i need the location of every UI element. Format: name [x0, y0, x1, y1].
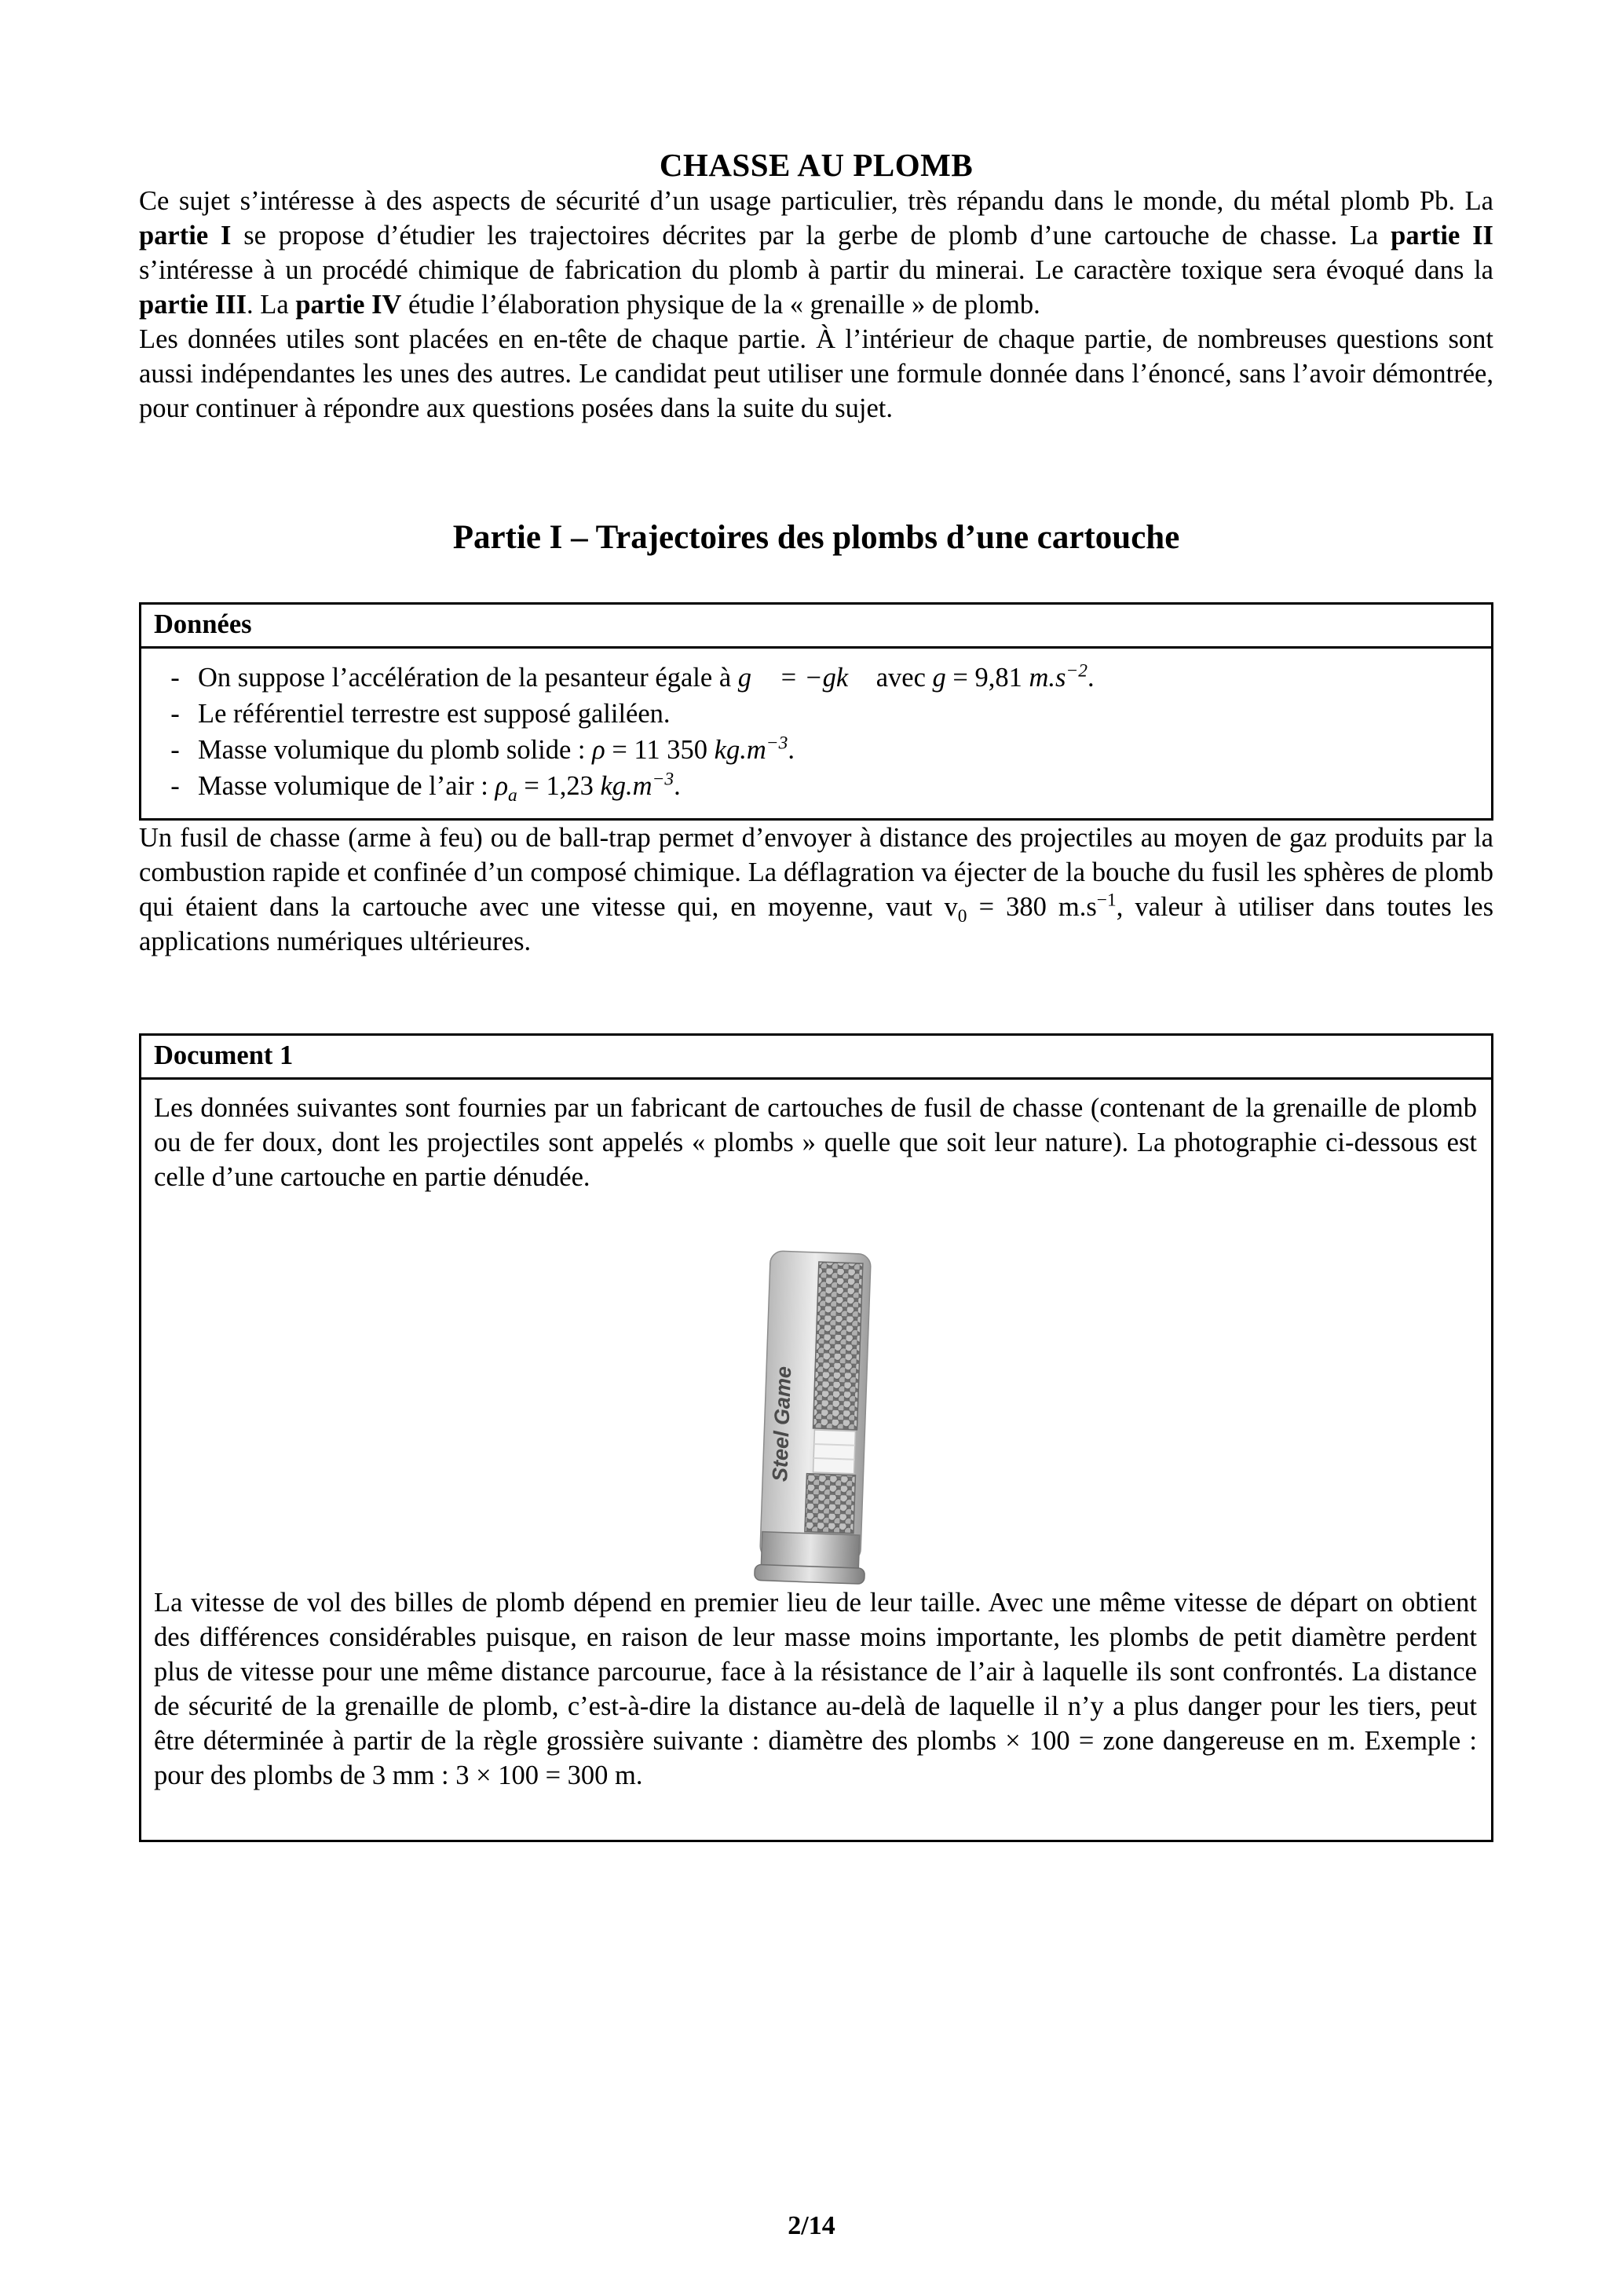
document1-paragraph-1: Les données suivantes sont fournies par un fabricant de cartouches de fusil de chasse (contenant de la grenaille de plomb ou de fer doux, dont les projectiles sont appelés « plombs » quelle que soit leur nature). La photographie ci-dessous est celle d’une cartouche en partie dénudée.: [154, 1093, 1477, 1192]
donnees-box-header: Données: [141, 605, 1491, 649]
document1-paragraph-2: La vitesse de vol des billes de plomb dépend en premier lieu de leur taille. Avec une même vitesse de départ on obtient des différences considérables puisque, en raison de leur masse moins importante, les plombs de petit diamètre perdent plus de vitesse pour une même distance parcourue, face à la résistance de l’air à laquelle ils sont confrontés. La distance de sécurité de la grenaille de plomb, c’est-à-dire la distance au-delà de laquelle il n’y a plus danger pour les tiers, peut être déterminée à partir de la règle grossière suivante : diamètre des plombs × 100 = zone dangereuse en m. Exemple : pour des plombs de 3 mm : 3 × 100 = 300 m.: [154, 1588, 1477, 1790]
cartridge-figure: [154, 1249, 1477, 1585]
donnees-item: [152, 732, 1477, 768]
dash-bullet: -: [170, 735, 180, 765]
cartridge-photo: [744, 1249, 887, 1585]
cartridge-rim: [754, 1564, 865, 1584]
dash-bullet: -: [170, 699, 180, 729]
document1-box: [139, 1033, 1493, 1842]
donnees-item-text: Masse volumique du plomb solide : ρ = 11 350 $kg.m^{-3}$.: [198, 733, 795, 765]
donnees-item-text: Le référentiel terrestre est supposé galiléen.: [198, 699, 671, 729]
pellets-lower: [804, 1474, 855, 1534]
page-content: [139, 0, 1493, 1842]
page-number: 2/14: [788, 2211, 835, 2240]
pellets-upper: [813, 1262, 862, 1430]
document1-box-header: Document 1: [141, 1036, 1491, 1080]
fusil-paragraph: Un fusil de chasse (arme à feu) ou de ball-trap permet d’envoyer à distance des projectiles au moyen de gaz produits par la combustion rapide et confinée d’un composé chimique. La déflagration va éjecter de la bouche du fusil les sphères de plomb qui étaient dans la cartouche avec une vitesse qui, en moyenne, vaut $v_0 = 380$ $m.s^{-1}$, valeur à utiliser dans toutes les applications numériques ultérieures.: [139, 823, 1493, 956]
part1-heading: Partie I – Trajectoires des plombs d’une cartouche: [452, 519, 1180, 556]
dash-bullet: -: [170, 663, 180, 693]
donnees-item: [152, 660, 1477, 696]
donnees-item: [152, 696, 1477, 732]
intro-paragraph-2: Les données utiles sont placées en en-tête de chaque partie. À l’intérieur de chaque partie, de nombreuses questions sont aussi indépendantes les unes des autres. Le candidat peut utiliser une formule donnée dans l’énoncé, sans l’avoir démontrée, pour continuer à répondre aux questions posées dans la suite du sujet.: [139, 324, 1493, 423]
document1-body: [141, 1080, 1491, 1840]
intro-paragraph-1: Ce sujet s’intéresse à des aspects de sécurité d’un usage particulier, très répandu dans le monde, du métal plomb Pb. La partie I se propose d’étudier les trajectoires décrites par la gerbe de plomb d’une cartouche de chasse. La partie II s’intéresse à un procédé chimique de fabrication du plomb à partir du minerai. Le caractère toxique sera évoqué dans la partie III. La partie IV étudie l’élaboration physique de la « grenaille » de plomb.: [139, 186, 1493, 320]
cartridge-label: Steel Game: [767, 1366, 795, 1483]
wad: [813, 1430, 855, 1474]
donnees-item-text: On suppose l’accélération de la pesanteur égale à g⃗ = −gk⃗ avec g = 9,81 $m.s^{-2}$.: [198, 660, 1095, 693]
dash-bullet: -: [170, 771, 180, 801]
donnees-item: [152, 768, 1477, 804]
donnees-list: [141, 649, 1491, 818]
donnees-box: [139, 602, 1493, 821]
donnees-item-text: Masse volumique de l’air : $\rho_a = 1,23$ $kg.m^{-3}$.: [198, 769, 681, 806]
page-title: CHASSE AU PLOMB: [659, 147, 974, 183]
